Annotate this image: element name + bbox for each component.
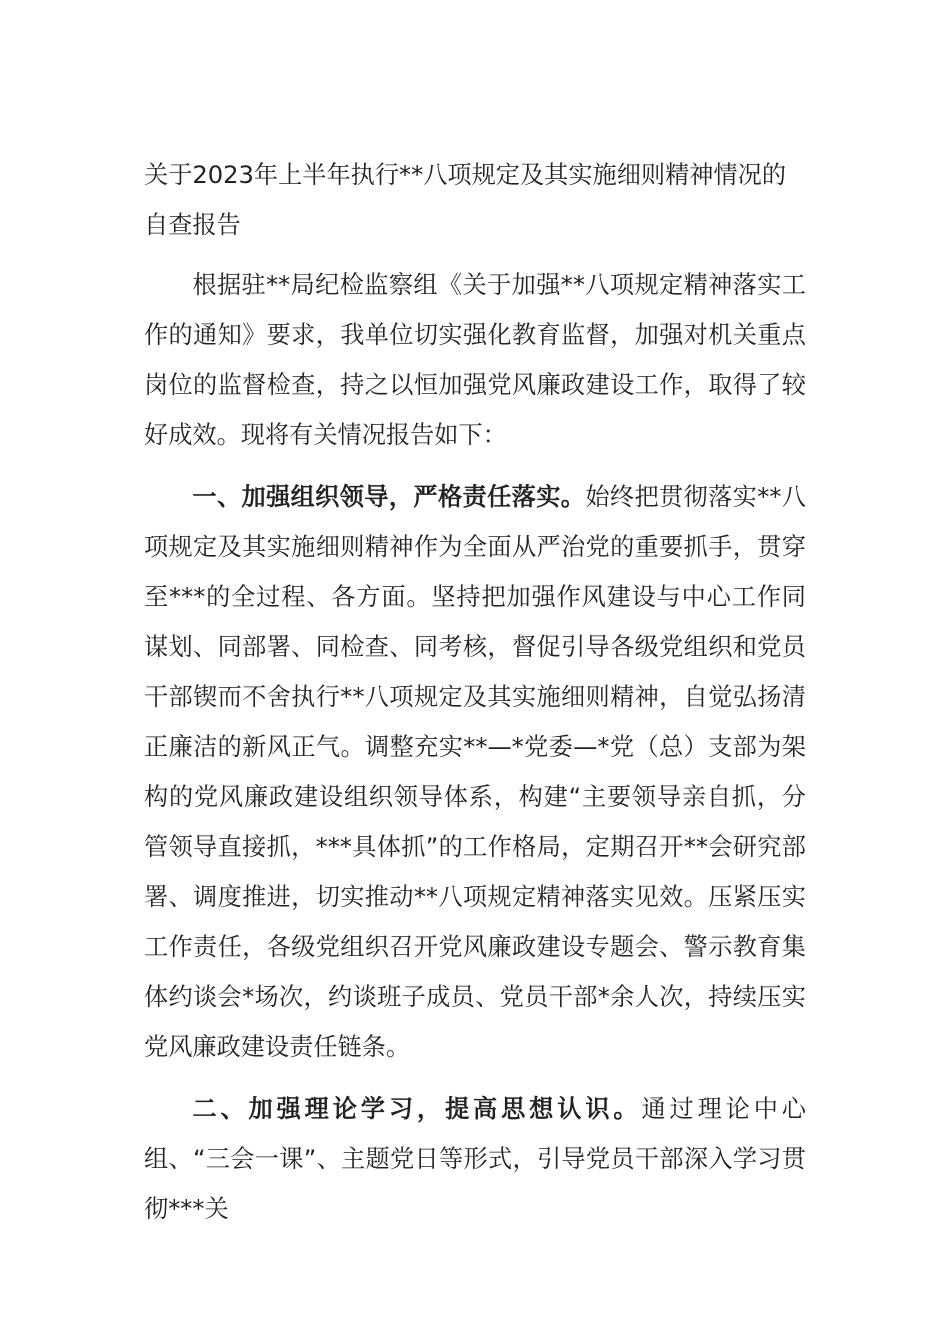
section-paragraph-1 (144, 472, 806, 1072)
section-heading-1: 一、加强组织领导，严格责任落实。 (192, 483, 586, 511)
section-text-2: 通过理论中心组、“三会一课”、主题党日等形式，引导党员干部深入学习贯彻***关 (144, 1095, 806, 1223)
intro-paragraph: 根据驻**局纪检监察组《关于加强**八项规定精神落实工作的通知》要求，我单位切实强化教育监督，加强对机关重点岗位的监督检查，持之以恒加强党风廉政建设工作，取得了较好成效。现将有关情况报告如下： (144, 271, 806, 449)
document-body (144, 150, 806, 1234)
section-heading-2: 二、加强理论学习，提高思想认识。 (192, 1095, 642, 1123)
document-title: 关于2023年上半年执行**八项规定及其实施细则精神情况的自查报告 (144, 161, 787, 239)
section-text-1: 始终把贯彻落实**八项规定及其实施细则精神作为全面从严治党的重要抓手，贯穿至***的全过程、各方面。坚持把加强作风建设与中心工作同谋划、同部署、同检查、同考核，督促引导各级党组织和党员干部锲而不舍执行**八项规定及其实施细则精神，自觉弘扬清正廉洁的新风正气。调整充实**—*党委—*党（总）支部为架构的党风廉政建设组织领导体系，构建“主要领导亲自抓，分管领导直接抓，***具体抓”的工作格局，定期召开**会研究部署、调度推进，切实推动**八项规定精神落实见效。压紧压实工作责任，各级党组织召开党风廉政建设专题会、警示教育集体约谈会*场次，约谈班子成员、党员干部*余人次，持续压实党风廉政建设责任链条。 (144, 483, 806, 1061)
section-paragraph-2 (144, 1084, 806, 1234)
